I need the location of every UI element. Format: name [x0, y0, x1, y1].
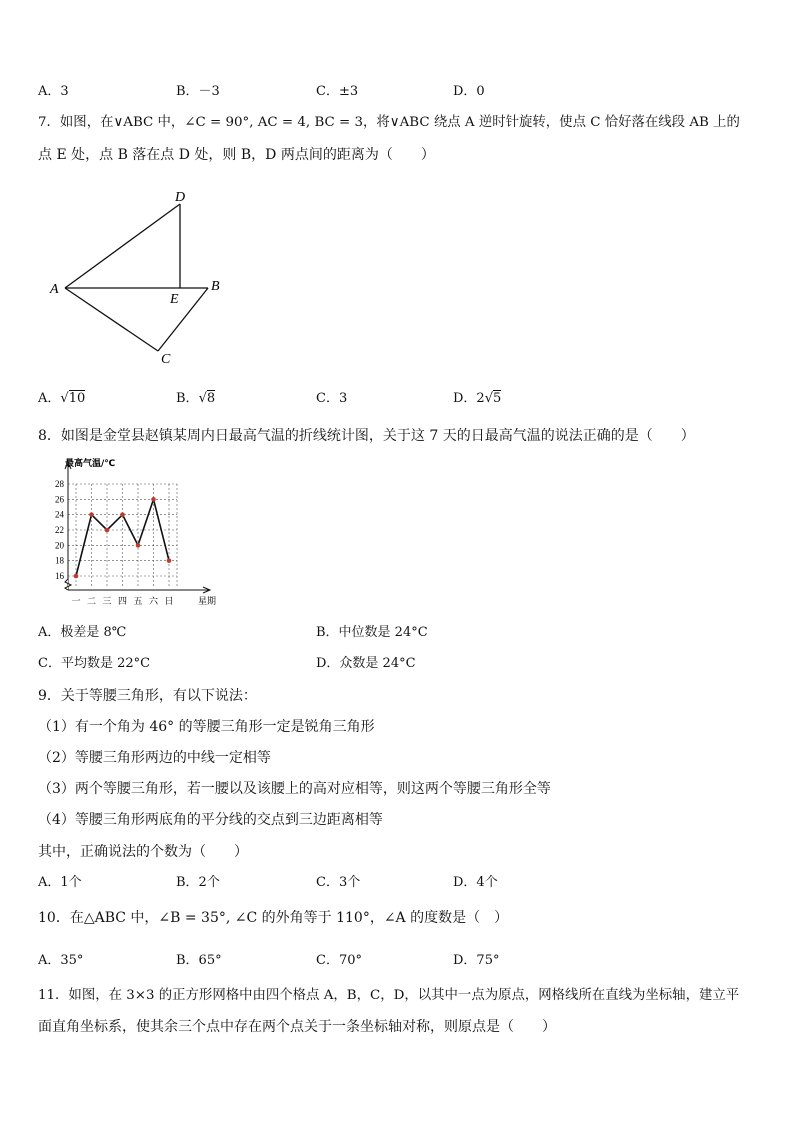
- q8-option-c: C．平均数是 22°C: [38, 656, 151, 671]
- q9-text: 9．关于等腰三角形，有以下说法：: [38, 688, 257, 704]
- q6-option-a: A．3: [38, 84, 69, 99]
- q9-item-3: （3）两个等腰三角形，若一腰以及该腰上的高对应相等，则这两个等腰三角形全等: [38, 781, 551, 797]
- data-point: [136, 543, 141, 548]
- q7-text-line1: 7．如图，在∨ABC 中，∠C = 90°, AC = 4, BC = 3，将∨ABC 绕点 A 逆时针旋转，使点 C 恰好落在线段 AB 上的: [38, 115, 740, 130]
- data-point: [74, 574, 79, 579]
- option-letter: D．2: [453, 391, 485, 406]
- q7-option-c: C．3: [316, 391, 348, 406]
- radicand: 8: [206, 391, 216, 406]
- segment-ad: [65, 204, 180, 288]
- chart-y-ticks: [55, 479, 65, 581]
- x-tick-label: 五: [133, 596, 143, 606]
- q11-text-line2: 面直角坐标系，使其余三个点中存在两个点关于一条坐标轴对称，则原点是（ ）: [38, 1019, 556, 1035]
- label-b: B: [211, 279, 220, 294]
- q8-option-a: A．极差是 8℃: [38, 625, 127, 640]
- q9-option-d: D．4个: [453, 875, 498, 890]
- y-tick-label: 16: [55, 571, 64, 581]
- data-point: [89, 512, 94, 517]
- q8-option-d: D．众数是 24°C: [316, 656, 416, 671]
- q10-option-a: A．35°: [38, 953, 84, 968]
- q9-option-b: B．2个: [176, 875, 220, 890]
- x-tick-label: 二: [86, 596, 97, 606]
- q9-question: 其中，正确说法的个数为（ ）: [38, 844, 248, 860]
- radicand: 10: [68, 391, 86, 406]
- chart-grid: [68, 484, 177, 586]
- temperature-line-chart: [40, 452, 230, 612]
- q8-option-b: B．中位数是 24°C: [316, 625, 428, 640]
- x-tick-label: 六: [148, 596, 159, 606]
- q6-option-b: B．－3: [176, 84, 220, 99]
- y-tick-label: 28: [55, 479, 64, 489]
- segment-cb: [158, 288, 208, 351]
- label-e: E: [170, 292, 179, 307]
- label-d: D: [175, 190, 186, 205]
- radicand: 5: [493, 391, 502, 406]
- q7-triangle-figure: [45, 185, 235, 370]
- q7-option-d: [453, 390, 501, 408]
- chart-xlabel: 星期: [198, 597, 217, 607]
- option-letter: B．: [176, 391, 199, 406]
- q10-option-c: C．70°: [316, 953, 362, 968]
- label-c: C: [161, 352, 171, 367]
- sqrt-symbol: √: [198, 391, 207, 406]
- segment-ac: [65, 288, 158, 351]
- q7-option-a: [38, 390, 85, 408]
- y-tick-label: 20: [55, 540, 64, 551]
- data-point: [105, 528, 110, 533]
- y-tick-label: 22: [55, 525, 64, 535]
- x-tick-label: 日: [164, 596, 174, 606]
- option-letter: A．: [38, 391, 61, 406]
- q10-option-d: D．75°: [453, 953, 500, 968]
- sqrt-symbol: √: [60, 391, 69, 406]
- q9-item-2: （2）等腰三角形两边的中线一定相等: [38, 750, 271, 766]
- q10-option-b: B．65°: [176, 953, 222, 968]
- q11-text-line1: 11．如图，在 3×3 的正方形网格中由四个格点 A，B，C，D，以其中一点为原点，网格线所在直线为坐标轴，建立平: [38, 988, 740, 1003]
- sqrt-symbol: √: [484, 391, 493, 406]
- chart-x-ticks: [71, 596, 173, 606]
- label-a: A: [50, 282, 59, 297]
- data-point: [151, 497, 156, 502]
- x-tick-label: 三: [102, 596, 112, 606]
- axis-break: [65, 579, 71, 590]
- chart-axes: [65, 462, 210, 593]
- chart-ylabel: 最高气温/℃: [65, 459, 116, 469]
- q8-text: 8．如图是金堂县赵镇某周内日最高气温的折线统计图，关于这 7 天的日最高气温的说法正确的是（ ）: [38, 428, 695, 444]
- data-point: [167, 558, 172, 563]
- q9-item-1: （1）有一个角为 46° 的等腰三角形一定是锐角三角形: [38, 719, 375, 735]
- q6-option-c: C．±3: [316, 84, 359, 99]
- q9-option-a: A．1个: [38, 875, 82, 890]
- y-tick-label: 18: [55, 555, 64, 566]
- x-tick-label: 四: [117, 596, 128, 606]
- y-tick-label: 26: [55, 494, 64, 505]
- q9-option-c: C．3个: [316, 875, 361, 890]
- q10-text: 10．在△ABC 中，∠B = 35°, ∠C 的外角等于 110°，∠A 的度数是（ ）: [38, 910, 509, 926]
- data-point: [120, 512, 125, 517]
- q7-option-b: [176, 390, 215, 408]
- q7-text-line2: 点 E 处，点 B 落在点 D 处，则 B，D 两点间的距离为（ ）: [38, 147, 435, 163]
- x-tick-label: 一: [71, 596, 81, 606]
- q6-option-d: D．0: [453, 84, 485, 99]
- q9-item-4: （4）等腰三角形两底角的平分线的交点到三边距离相等: [38, 812, 383, 828]
- y-tick-label: 24: [55, 509, 64, 520]
